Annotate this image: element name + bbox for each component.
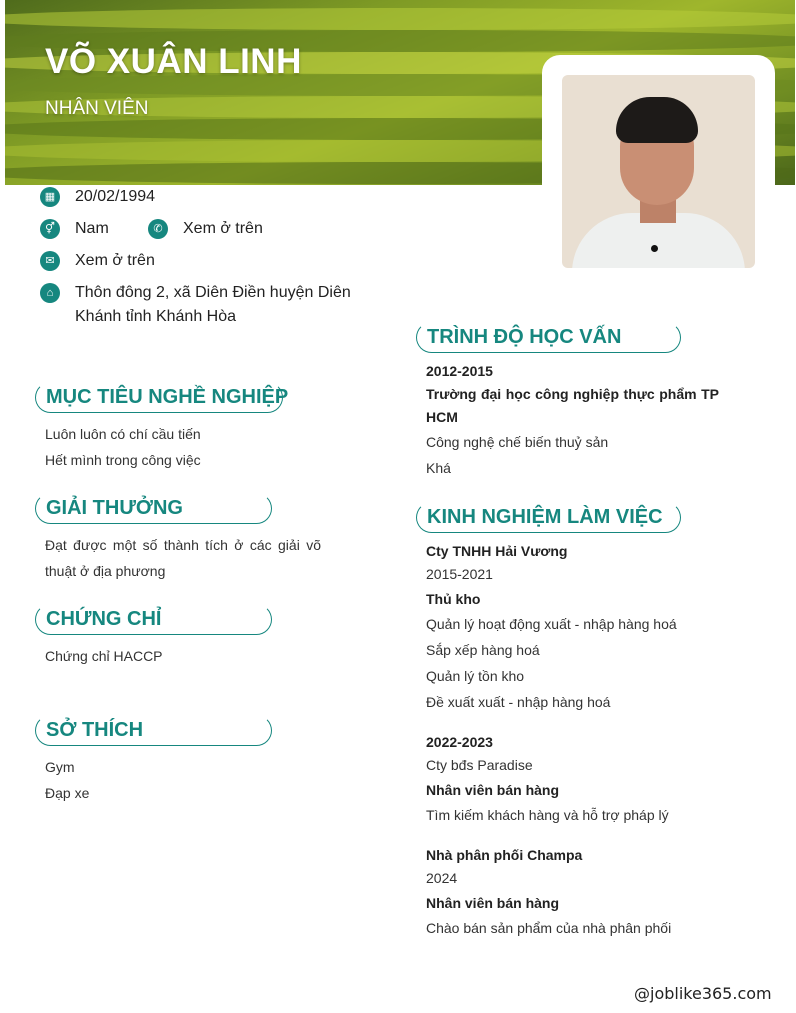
education-period: 2012-2015 (426, 363, 493, 379)
hobbies-heading: SỞ THÍCH (35, 715, 272, 746)
job-task: Quản lý hoạt động xuất - nhập hàng hoá (426, 616, 677, 632)
job-period: 2015-2021 (426, 566, 493, 582)
job-position: Nhân viên bán hàng (426, 895, 560, 911)
birthdate: 20/02/1994 (75, 188, 156, 205)
hobby-item: Đạp xe (45, 785, 90, 801)
objective-item: Luôn luôn có chí cầu tiến (45, 426, 201, 442)
candidate-name: VÕ XUÂN LINH (45, 42, 302, 81)
profile-photo (562, 75, 755, 268)
footer-watermark: @joblike365.com (634, 984, 772, 1003)
calendar-icon: ▦ (40, 187, 60, 207)
email: Xem ở trên (75, 252, 155, 269)
email-icon: ✉ (40, 251, 60, 271)
objective-list (45, 421, 325, 473)
home-icon: ⌂ (40, 283, 60, 303)
education-major: Công nghệ chế biến thuỷ sản (426, 434, 609, 450)
phone: Xem ở trên (183, 220, 263, 237)
job-task: Quản lý tồn kho (426, 668, 525, 684)
phone-row (148, 217, 263, 241)
hobbies-list (45, 754, 321, 806)
job-task: Sắp xếp hàng hoá (426, 642, 540, 658)
education-school: Trường đại học công nghiệp thực phẩm TP HCM (426, 386, 719, 425)
job-company: Cty TNHH Hải Vương (426, 543, 568, 559)
address-row (40, 281, 400, 329)
experience-job (426, 844, 726, 941)
phone-icon: ✆ (148, 219, 168, 239)
objective-heading: MỤC TIÊU NGHỀ NGHIỆP (35, 382, 283, 413)
hobby-item: Gym (45, 759, 75, 775)
candidate-role: NHÂN VIÊN (45, 98, 149, 119)
gender-icon: ⚥ (40, 219, 60, 239)
experience-job (426, 540, 726, 715)
education-heading: TRÌNH ĐỘ HỌC VẤN (416, 322, 681, 353)
experience-job (426, 731, 726, 828)
job-period: 2024 (426, 870, 458, 886)
birthdate-row (40, 185, 155, 209)
address: Thôn đông 2, xã Diên Điền huyện Diên Khánh tỉnh Khánh Hòa (75, 284, 351, 325)
certificates-heading: CHỨNG CHỈ (35, 604, 272, 635)
job-position: Nhân viên bán hàng (426, 782, 560, 798)
photo-card (542, 55, 775, 287)
objective-item: Hết mình trong công việc (45, 452, 201, 468)
awards-text: Đạt được một số thành tích ở các giải võ thuật ở địa phương (45, 537, 321, 579)
job-task: Chào bán sản phẩm của nhà phân phối (426, 920, 672, 936)
education-grade: Khá (426, 460, 451, 476)
job-task: Đề xuất xuất - nhập hàng hoá (426, 694, 611, 710)
experience-heading: KINH NGHIỆM LÀM VIỆC (416, 502, 681, 533)
gender: Nam (75, 220, 109, 237)
job-company: Nhà phân phối Champa (426, 847, 583, 863)
certificate-item: Chứng chỉ HACCP (45, 648, 163, 664)
education-block (426, 360, 719, 481)
email-row (40, 249, 155, 273)
certificates-list (45, 643, 321, 669)
awards-heading: GIẢI THƯỞNG (35, 493, 272, 524)
job-task: Tìm kiếm khách hàng và hỗ trợ pháp lý (426, 807, 669, 823)
job-company: 2022-2023 (426, 734, 493, 750)
job-position: Thủ kho (426, 591, 481, 607)
job-period: Cty bđs Paradise (426, 757, 533, 773)
gender-row (40, 217, 109, 241)
